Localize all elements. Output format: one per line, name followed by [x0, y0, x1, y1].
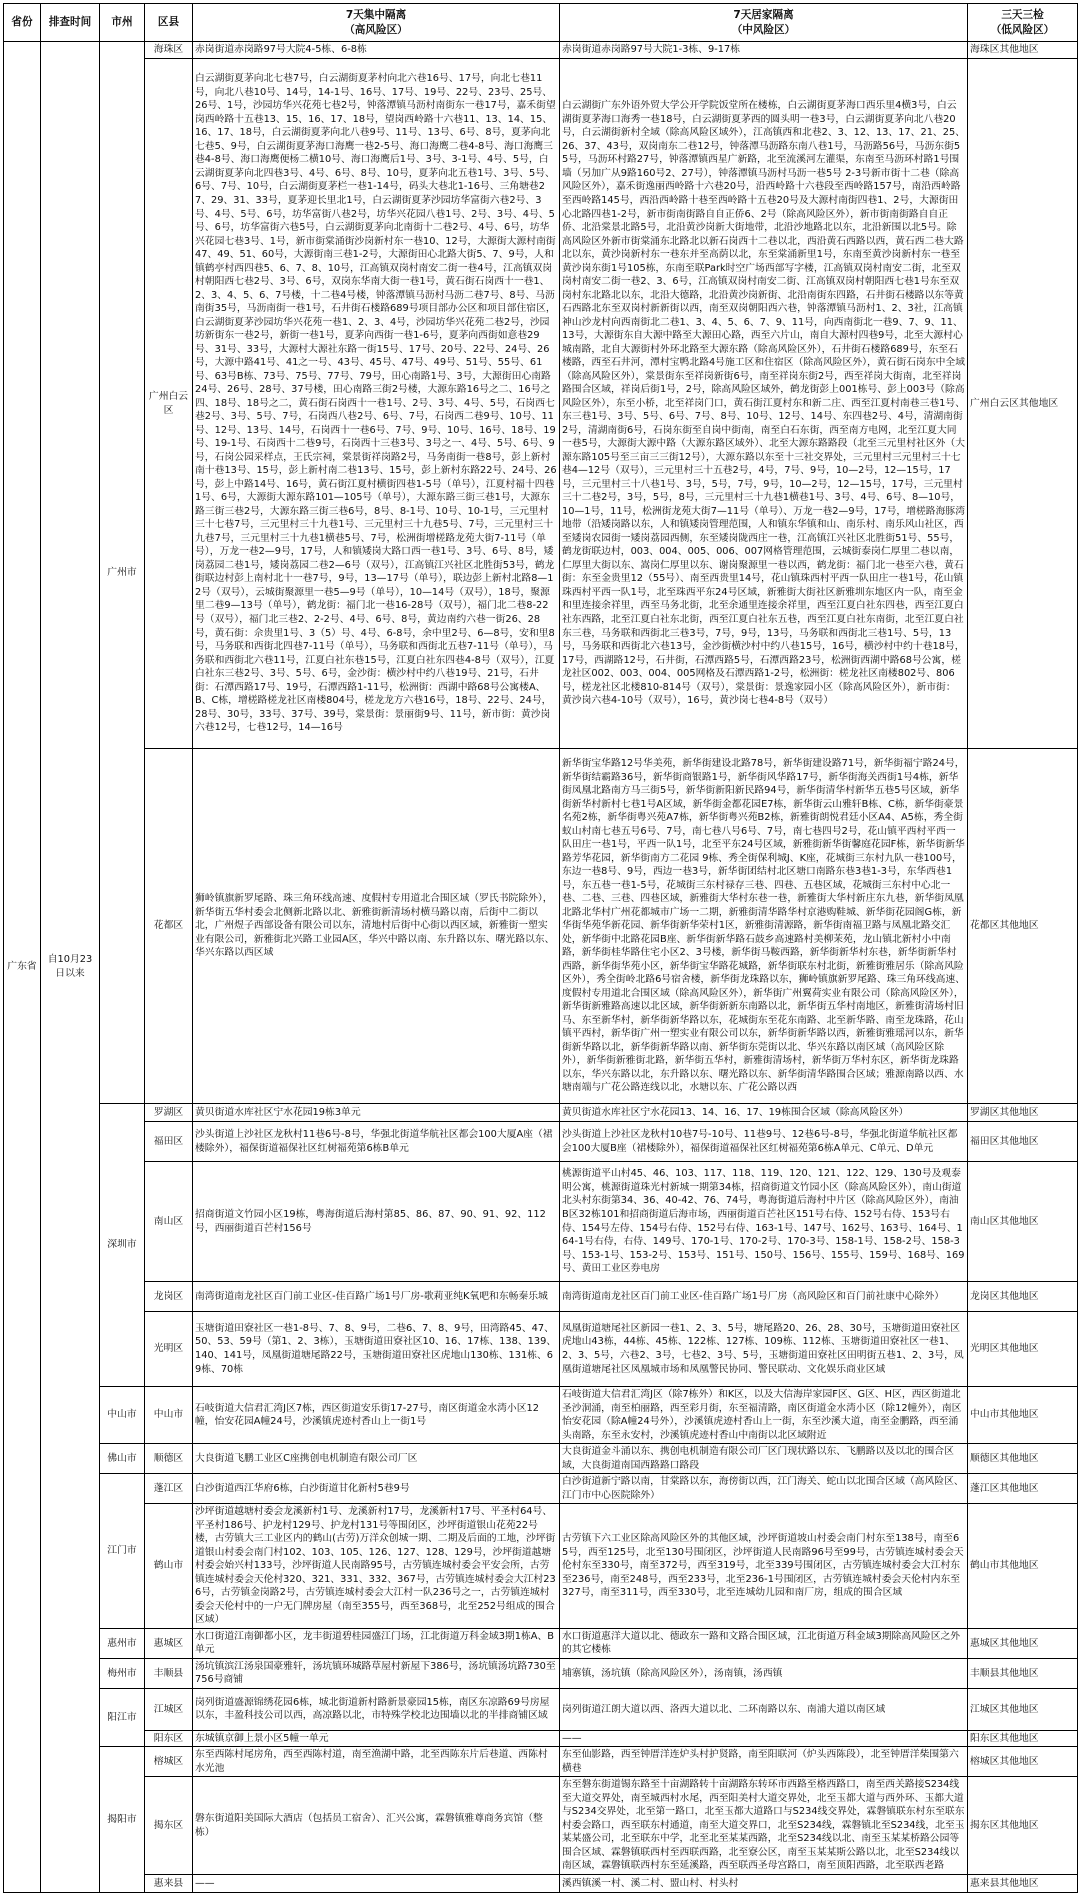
- mid-risk-cell: ——: [560, 1730, 968, 1747]
- high-risk-cell: 东城镇京御上景小区5幢一单元: [193, 1730, 560, 1747]
- high-risk-cell: 沙坪街道越塘村委会龙溪新村1号、龙溪新村17号，龙溪新村17号、平圣村64号、平圣村186号、护龙村129号、护龙村131号等围闭区，沙坪街道银山花苑22号楼，古劳镇大三工业区内的鹤山(古劳)万洋众创城一期、二期及后面的工地，沙坪街道银山村委会南门村102、103、105、126、127、128、129号，沙坪街道越塘村委会始兴村133号，沙坪街道人民南路95号，古劳镇连城村委会平安会所，古劳镇连城村委会天伦村320、321、331、332、367号，古劳镇连城村委会大江村236号，古劳镇金岗路2号，古劳镇连城村委会大江村一队236号之一，古劳镇连城村委会天伦村中的一户无门牌房屋（南至355号，西至368号，北至252号组成的围合区域）: [193, 1504, 560, 1629]
- low-risk-cell: 海珠区其他地区: [968, 42, 1078, 59]
- district-cell: 揭东区: [145, 1777, 193, 1875]
- header-city: 市州: [100, 4, 145, 42]
- header-high-risk: 7天集中隔离 （高风险区）: [193, 4, 560, 42]
- high-risk-cell: 招商街道文竹园小区19栋，粤海街道后海村第85、86、87、90、91、92、112号，西丽街道百芒村156号: [193, 1162, 560, 1282]
- mid-risk-cell: 石岐街道大信君汇湾J区（除7栋外）和K区，以及大信海岸家园F区、G区、H区，西区街道北圣沙洞涌，南至柏丽路，西至彩月街，东至福清路，南区街道金水湾小区（除12幢外），南区怡安花园（除A幢24号外），沙溪镇虎迹村香山上一街，东至沙溪大道，南至金鹏路，西至涌头南路，东至永安村，沙溪镇虎迹村香山中南街以北区域附近: [560, 1387, 968, 1444]
- low-risk-cell: 鹤山市其他地区: [968, 1504, 1078, 1629]
- low-risk-cell: 中山市其他地区: [968, 1387, 1078, 1444]
- low-risk-cell: 顺德区其他地区: [968, 1444, 1078, 1474]
- mid-risk-cell: 沙头街道上沙社区龙秋村10巷7号-10号、11巷9号、12巷6号-8号，华强北街道华航社区都会100大厦B座（裙楼除外），福保街道福保社区红树福苑第6栋A单元、C单元、D单元: [560, 1122, 968, 1162]
- district-cell: 海珠区: [145, 42, 193, 59]
- low-risk-cell: 惠城区其他地区: [968, 1628, 1078, 1658]
- table-row: [4, 1444, 1078, 1474]
- mid-risk-cell: 溪西镇溪一村、溪二村、盟山村、村头村: [560, 1874, 968, 1892]
- city-huizhou: 惠州市: [100, 1628, 145, 1658]
- mid-risk-cell: 东至磐东街道锡东路至十亩湖路转十亩湖路东转环市西路至格西路口，南至西关路接S234线至大道交界处，南至城西村水尾，西至阳美村大道交界处，北至玉都大道与西外环、玉都大道与S234交界处，北至第一路口，北至玉都大道路口与S234线交界处，霖磐镇联东村东至联东村委会路口，西至联东村通道，南至大道交界口，北至S234线，霖磐镇北至S234线，北至玉某某盛公司，北至联东中学，北至北至某某西路，北至S234线以北、南至玉某某桥路公园等围合区域、霖磐镇联西村至西联西路，北至寮公区，南至玉某某斯公路以北，北至S234线以南区域，霖磐镇联西村东至延溪路，西至联西圣母宫路口，南至顶阳西路，北至联西老路: [560, 1777, 968, 1875]
- district-cell: 顺德区: [145, 1444, 193, 1474]
- district-cell: 鹤山市: [145, 1504, 193, 1629]
- mid-risk-cell: 岗列街道江朗大道以西、洛西大道以北、二环南路以东、南浦大道以南区域: [560, 1688, 968, 1730]
- table-row: [4, 59, 1078, 749]
- mid-risk-cell: 南湾街道南龙社区百门前工业区-佳百路广场1号厂房（高风险区和百门前社康中心除外）: [560, 1282, 968, 1312]
- city-foshan: 佛山市: [100, 1444, 145, 1474]
- header-low-risk: 三天三检 （低风险区）: [968, 4, 1078, 42]
- table-row: [4, 1874, 1078, 1892]
- table-row: [4, 1282, 1078, 1312]
- district-cell: 榕城区: [145, 1747, 193, 1777]
- high-risk-cell: 东至西陈村尾房角，西至西陈村道，南至渔湖中路，北至西陈东片后巷道、西陈村水光池: [193, 1747, 560, 1777]
- mid-risk-cell: 埔寨镇，汤坑镇（除高风险区外），汤南镇，汤西镇: [560, 1658, 968, 1688]
- period-cell: 自10月23日以来: [41, 42, 100, 1893]
- mid-risk-cell: 水口街道惠洋大道以北、德政东一路和文路合围区域，江北街道万科金域3期除高风险区之外的其它楼栋: [560, 1628, 968, 1658]
- district-cell: 光明区: [145, 1312, 193, 1387]
- header-province: 省份: [4, 4, 41, 42]
- city-jiangmen: 江门市: [100, 1474, 145, 1629]
- table-row: [4, 1162, 1078, 1282]
- high-risk-cell: 磐东街道阳美国际大酒店（包括员工宿舍）、汇兴公寓，霖磐镇雅尊商务宾馆（整栋）: [193, 1777, 560, 1875]
- low-risk-cell: 罗湖区其他地区: [968, 1104, 1078, 1122]
- mid-risk-cell: 赤岗街道赤岗路97号大院1-3栋、9-17栋: [560, 42, 968, 59]
- high-risk-cell: 赤岗街道赤岗路97号大院4-5栋、6-8栋: [193, 42, 560, 59]
- table-row: [4, 1730, 1078, 1747]
- city-zhongshan: 中山市: [100, 1387, 145, 1444]
- low-risk-cell: 惠来县其他地区: [968, 1874, 1078, 1892]
- city-yangjiang: 阳江市: [100, 1688, 145, 1747]
- province-cell: 广东省: [4, 42, 41, 1893]
- city-meizhou: 梅州市: [100, 1658, 145, 1688]
- high-risk-cell: 石岐街道大信君汇湾J区7栋，西区街道安乐街17-27号，南区街道金水湾小区12幢，怡安花园A幢24号，沙溪镇虎迹村香山上一街1号: [193, 1387, 560, 1444]
- header-district: 区县: [145, 4, 193, 42]
- mid-risk-cell: 桃源街道平山村45、46、103、117、118、119、120、121、122、129、130号及观泰明公寓，桃源街道珠光村新城一期第34栋，招商街道文竹园小区（除高风险区外），南山街道北头村东街第34、36、40-42、76、74号，粤海街道后海村中片区（除高风险区外），南油B区32栋101和招商街道后海市场，西丽街道百芒社区151号右侍、152号右侍、153号右侍、154号左侍、154号右侍、152号右侍、163-1号、147号、162号、163号、164号、164-1号右侍，右侍、149号、170-1号、170-2号、170-3号、158-1号、158-2号、158-3号、153-1号、153-2号、153号、151号、150号、156号、155号、159号、168号、169号、黄田工业区券电房: [560, 1162, 968, 1282]
- district-cell: 阳东区: [145, 1730, 193, 1747]
- district-cell: 广州白云区: [145, 59, 193, 749]
- table-row: [4, 1628, 1078, 1658]
- table-row: [4, 1504, 1078, 1629]
- district-cell: 罗湖区: [145, 1104, 193, 1122]
- high-risk-cell: 南湾街道南龙社区百门前工业区-佳百路广场1号厂房-歌莉亚纯K氧吧和东畅秦乐城: [193, 1282, 560, 1312]
- high-risk-cell: 黄贝街道水库社区宁水花园19栋3单元: [193, 1104, 560, 1122]
- table-row: [4, 749, 1078, 1104]
- low-risk-cell: 江城区其他地区: [968, 1688, 1078, 1730]
- low-risk-cell: 光明区其他地区: [968, 1312, 1078, 1387]
- table-row: [4, 1312, 1078, 1387]
- high-risk-cell: 水口街道江南御都小区，龙丰街道碧桂园盛江门场，江北街道万科金域3期1栋A、B单元: [193, 1628, 560, 1658]
- low-risk-cell: 龙岗区其他地区: [968, 1282, 1078, 1312]
- city-guangzhou: 广州市: [100, 42, 145, 1104]
- table-row: [4, 1658, 1078, 1688]
- low-risk-cell: 福田区其他地区: [968, 1122, 1078, 1162]
- district-cell: 江城区: [145, 1688, 193, 1730]
- table-row: [4, 1474, 1078, 1504]
- district-cell: 蓬江区: [145, 1474, 193, 1504]
- mid-risk-cell: 东至仙影路，西至钟厝洋连炉头村护贤路，南至阳联河（炉头西陈段），北至钟厝洋柴围第六横巷: [560, 1747, 968, 1777]
- low-risk-cell: 榕城区其他地区: [968, 1747, 1078, 1777]
- high-risk-cell: 玉塘街道田寮社区一巷1-8号、7、8、9号，二巷6、7、8、9号，田湾路45、47、50、53、59号（第1、2、3栋），玉塘街道田寮社区10、16、17栋、138、139、140、141号，凤凰街道塘尾路22号，玉塘街道田寮社区虎地山130栋、131栋、69栋、70栋: [193, 1312, 560, 1387]
- district-cell: 花都区: [145, 749, 193, 1104]
- district-cell: 惠来县: [145, 1874, 193, 1892]
- high-risk-cell: 白云湖街夏茅向北七巷7号，白云湖街夏茅村向北六巷16号、17号，向北七巷11号，向北八巷10号、14号，14-1号、16号、17号、19号、22号、23号、25号、26号、1号，沙园坊华兴花苑七巷2号，钟落潭镇马沥村南街东一巷17号，嘉禾街望岗西岭路十五巷13、15、16、17、18号，望岗西岭路十六巷11、13、14、15、16、17、18号，白云湖街夏茅向北八巷9号、11号、13号、6号、8号，夏茅向北七巷5、9号，白云湖街夏茅海口海鹰一巷2-5号、海口海鹰二巷4-8号、海口海鹰三巷4-8号、海口海鹰便杨二横10号、海口海鹰后1号、3号、3-1号、4号、5号，白云湖街夏茅向北四巷3号、4号、6号、8号、10号，夏茅向北五巷1号、3号、5号、6号、7号、10号，白云湖街夏茅栏一巷1-14号，码头大巷北1-16号、三角塘巷27、29、31、33号，夏茅迎长里北1号，白云湖街夏茅沙园坊华富街六巷2号、3号、4号、5号、6号，坊华富街八巷2号，坊华兴花园八巷1号、2号、3号、4号、5号、6号，坊华富街六巷5号，白云湖街夏茅向北南街十二巷2号、4号、6号，坊华兴花园七巷3号、1号，新市街棠涌街沙岗新村东一巷10、12号，大源街大源村南街47、49、51、60号，大源街南三巷1-2号，大源街田心北路大街5、7、9号，人和镇鹤亭村西四巷5、6、7、8、10号，江高镇双岗村南安二街一巷4号，江高镇双岗村朝阳西七巷2号、3号、6号，双岗东华南大街一巷1号，黄石街石岗西十一巷1、2、3、4、5、6、7号楼，十二巷4号楼，钟落潭镇马沥村马沥二巷7号、8号、马沥南街35号，马沥南街一巷1号，石井街石楼路689号项目部办公区和项目部住宿区，白云湖街夏茅沙园坊华兴花苑一巷1、2、3、4号，沙园坊华兴花苑二巷2号，沙园坊新街东一巷2号，新街一巷1号，夏茅向西街一巷1-6号，夏茅向西街如意巷29号、31号、33号，大源村大源社东路一街15号、17号、20号、22号、24号、26号，大源中路41号、41之一号、43号、45号、47号、49号、51号、55号、61号、63号B栋、73号、75号、77号、79号，田心南路1号、3号，大源街田心南路24号、26号、28号、37号楼，田心南路三街2号楼，大源东路16号之二、16号之四、18号、18号之二，黄石街石岗西十一巷1号、2号、3号、4号、5号，石岗西七巷2号、3号、5号、7号，石岗西八巷2号、6号、7号，石岗西二巷9号、10号、11号、12号、13号、14号，石岗西十一巷6号、7号、9号、10号、16号、18号、19号、19-1号、石岗西十二巷9号，石岗西十三巷3号、3号之一、4号、5号、6号、9号，石岗公园采样点，王氏宗祠，棠景街祥岗路2号，马务南街一巷8号，彭上新村南十巷13号、15号，彭上新村南二巷13号、15号，彭上新村东路22号、24号、26号，彭上中路14号、16号，黄石街江夏村横街四巷1-5号（单号），江夏村福十四巷1号、6号，大源街大源东路101—105号（单号），大源东路三街三巷1号，大源东路三街三巷2号，大源东路三街三巷6号，8号、8-1号、10号、10-1号，三元里村三十七巷7号，三元里村三十九巷1号、三元里村三十九巷5号、7号，三元里村三十九巷7号，三元里村三十九巷1横巷5号、7号，松洲街增槎路龙苑大街7-11号（单号），万龙一巷2—9号，17号，人和镇矮岗大路口西一巷1号、3号、6号、8号，矮岗荔园二巷1号，矮岗荔园二巷2—6号（双号），江高镇江兴社区北胜街53号，鹤龙街联边村彭上南村北十一巷7号，9号，13—17号（单号），联边彭上新村北路8—12号（双号），云城街聚源里一巷5—9号（单号），10—14号（双号），18号，聚源里二巷9—13号（单号），鹤龙街：福门北一巷16-28号（双号），福门北二巷8-22号（双号），福门北三巷2、2-2号、4号、6号、8号，黄边南约六巷一街26、28号，黄石街：佘贵里1号、3（5）号、4号、6-8号，余中里2号、6—8号，安和里8号，马务联和西街北四巷7-11号（单号），马务联和西街北五巷7-11号（单号），马务联和西街北六巷11号，江夏白社东巷15号，江夏白社东四巷4-8号（双号），江夏白社东三巷2号、3号、5号、6号，金沙街：横沙村中约八巷19号、21号，石井街：石潭西路17号、19号，石潭西路1-11号，松洲街：西湖中路68号公寓楼A、B、C栋，增槎路槎龙社区南楼804号，槎龙龙方六巷16号，18号、22号、24号，28号、30号，33号、37号、39号，棠景街：景丽街9号、11号，新市街：黄沙岗六巷12号，七巷12号，14—16号: [193, 59, 560, 749]
- mid-risk-cell: 黄贝街道水库社区宁水花园13、14、16、17、19栋围合区域（除高风险区外）: [560, 1104, 968, 1122]
- high-risk-cell: 大良街道飞鹏工业区C座携创电机制造有限公司厂区: [193, 1444, 560, 1474]
- header-period: 排查时间: [41, 4, 100, 42]
- district-cell: 南山区: [145, 1162, 193, 1282]
- low-risk-cell: 南山区其他地区: [968, 1162, 1078, 1282]
- mid-risk-cell: 新华街宝华路12号华美苑，新华街建设北路78号，新华街建设路71号，新华街福宁路24号，新华街结霸路36号，新华街商银路1号，新华街风华路17号，新华街海关西街1号4栋，新华街凤凰北路南方马三街5号，新华街新阳新民路94号，新华街清华村新华五巷5号区域，新华街新华村新村七巷1号A区域，新华街金都花园E7栋，新华街云山雅轩B栋、C栋，新华街豪景名苑2栋，新华街粤兴苑A7栋，新华街粤兴苑B2栋，新雅街朗悦君廷小区A4、A5栋，秀全街蚁山村南七巷五号6号、7号，南七巷八号6号、7号，南七巷四号2号，花山镇平西村平西一队田庄一巷1号，平西一队1号，北至平东24号区域，新雅街新华街馨庭花园F栋，新华街新华路芳华花园，新华街南方二花园 9栋、秀全街保利城J、K座，花城街三东村九队一巷100号，东边一巷8号、9号，西边一巷3号，新华街团结村北区塘口南路东巷3巷1-3号，东华西巷1号，东五巷一巷1-5号，花城街三东村禄存三巷、四巷、五巷区域，花城街三东村中心北一巷、二巷、三巷、四巷区域，新雅街大华村东巷一巷，新雅街大华村新庄东九巷，新华街凤凰北路北华村广州花都城市广场一二期，新雅街清华路华村京港购鞋城、新华街花园阁G栋，新华街华苑华新花园、新华街新华荣村1区，新雅街清源路，新华街南福卫路与凤凰北路交汇处，新华街中北路花园B座、新华街新华路石鼓乡高速路村美柳茉苑，龙山镇北新村小中南路，新华街桂华路住宅小区2、3号楼，新华街马鞍西路，新华街新华村东巷，新华街新华村西路，新华街华苑小区，新华街宝华路花城路，新华街联东村北街，新雅街雅居乐（除高风险区外），秀全街岭北路6号宿舍楼，新华街龙珠路以东，狮岭镇旗新罗尾路、珠三角环线高速、度假村专用道北合围区域（除高风险区外），新华街广州翼荷实业有限公司（除高风险区外），新华街新雅路高速以北区域，新华街新新东南路以北，新华街五华村南地区，新雅街清场村旧马、东至新华村，新华街新华路以东，花城街东至花东南路、北至新华路、南至龙珠路，花山镇平西村，新华街广州一塑实业有限公司以东，新华街新华路以西，新雅街雅瑶河以东，新华街新华路以北，新华街新华路以南、新华街东莞街以北、华兴东路以南区域（高风险区除外），新华街新雅街北路，新华街五华村，新雅街清场村，新华街万华村东区，新华街龙珠路以东，华兴东路以北，东升路以东、曙光路以东、新华街清华路围合区域；雅源南路以西、水塘南端与广花公路连线以北，水塘以东、广花公路以西: [560, 749, 968, 1104]
- district-cell: 龙岗区: [145, 1282, 193, 1312]
- high-risk-cell: 岗列街道盛源锦绣花园6栋，城北街道新村路新景豪园15栋，南区东凉路69号房屋以东，丰盈科技公司以西，高凉路以北，市特殊学校北边围墙以北的半排商铺区域: [193, 1688, 560, 1730]
- city-jieyang: 揭阳市: [100, 1747, 145, 1893]
- table-row: [4, 1747, 1078, 1777]
- table-row: [4, 42, 1078, 59]
- district-cell: 丰顺县: [145, 1658, 193, 1688]
- district-cell: 福田区: [145, 1122, 193, 1162]
- risk-area-table: [3, 3, 1078, 1893]
- district-cell: 中山市: [145, 1387, 193, 1444]
- mid-risk-cell: 大良街道金斗涌以东、携创电机制造有限公司厂区门现状路以东、飞鹏路以及以北的围合区域，大良街道南国西路路口路段: [560, 1444, 968, 1474]
- table-row: [4, 1104, 1078, 1122]
- mid-risk-cell: 白沙街道新宁路以南，甘棠路以东，海傍街以西，江门海关、蛇山以北围合区域（高风险区、江门市中心医院除外）: [560, 1474, 968, 1504]
- high-risk-cell: ——: [193, 1874, 560, 1892]
- mid-risk-cell: 凤凰街道塘尾社区新园一巷1、2、3、5号，塘尾路20、26、28、30号，玉塘街道田寮社区虎地山43栋，44栋、45栋、122栋、127栋、109栋、112栋、玉塘街道田寮社区一巷1、2、3、5号，六巷2、3号，七巷2、3号、5号，玉塘街道田寮社区田明街五巷1、2、3号，凤凰街道塘尾社区凤凰城市场和凤凰警民协同、警民联动、文化娱乐商业区域: [560, 1312, 968, 1387]
- low-risk-cell: 花都区其他地区: [968, 749, 1078, 1104]
- low-risk-cell: 蓬江区其他地区: [968, 1474, 1078, 1504]
- table-row: [4, 1777, 1078, 1875]
- low-risk-cell: 丰顺县其他地区: [968, 1658, 1078, 1688]
- city-shenzhen: 深圳市: [100, 1104, 145, 1387]
- low-risk-cell: 揭东区其他地区: [968, 1777, 1078, 1875]
- table-row: [4, 1688, 1078, 1730]
- high-risk-cell: 狮岭镇旗新罗尾路、珠三角环线高速、度假村专用道北合围区域（罗氏书院除外），新华街五华村委会北侧新北路以北、新雅街新清场村横马路以南，后街中二街以北，广州煜子西部设备有限公司以东，清地村后街中心街以西区域，新雅街一塑实业有限公司，新雅街北兴路工业园A区，华兴中路以南、东升路以东、曙光路以东、华兴东路以西区域: [193, 749, 560, 1104]
- mid-risk-cell: 白云湖街广东外语外贸大学公开学院饭堂所在楼栋，白云湖街夏茅海口西乐里4横3号，白云湖街夏茅海口海秀一巷18号，白云湖街夏茅西的圆头明一巷3号，白云湖街夏茅向北八巷20号，白云湖街新村全域（除高风险区域外），江高镇西和北巷2、3、12、13、17、21、25、26、37、43号，双岗南东二巷12号，钟落潭马沥路东南八巷1号，马沥路56号，马沥东街55号，马沥环村路27号，钟落潭镇西星广新路，北至流溪河左灌渠，东南至马沥环村路1号围墙（另加广从9路160号2、27号），钟落潭镇马沥村马沥一巷5号 2-3号新市街十二巷（除高风险区外），嘉禾街逸丽西岭路十六巷20号，沿西岭路十六巷段至西岭路157号，南沿西岭路至西岭路145号，西沿西岭路十巷至西岭路十五巷20号及大源村南街四巷1、2号，大源街田心北路四巷1-2号，新市街南街路自自正侨6、2号（除高风险区外），新市街南街路自自正侨、北沿棠景北路5号，北沿黄沙岗新大街地带，北沿沙地路北以东，北沿新围以北5号。除高风险区外新市街棠涌东北路北以新石岗西十二巷以北，西沿黄石西路以西，黄石西二巷大路北以东，黄沙岗新村东一巷东并至高荫以北，东至棠涌新里1号，东南至黄沙岗新村东一巷至黄沙岗东街1号105栋，东南至联Park时空广场西部写字楼，江高镇双岗村南安二街，北至双岗村南安二街一巷2、3、6号，江高镇双岗村南安二街、江高镇双岗村朝阳西七巷1号东至双岗村东北路北以东，北沿大德路，北沿黄沙岗新街、北沿南街东四路，石井街石楼路以东等黄石西路北东至双岗村新新街以西，南至双岗朝阳西六巷，钟落潭镇马沥村1、2、3社，江高镇神山沙龙村向西南街北二巷1、3、4、5、6、7、9、11号，向西南街北一巷9、7、9、11、13号，大源街东自大源中路至大源田心路，西至六片山，南自大源村四巷9号，北至大源村心城南路，北自大源街村外环北路至大源东路（除高风险区外），石井街石楼路689号，东至石楼路，西至石井河，潭村宝鸭北路4号施工区和住宿区（除高风险区外），黄石街石岗东中全域（除高风险区外），棠景街东至祥岗新街6号，南至祥岗东街2号，西至祥岗大街南，北至祥岗路围合区域，祥岗后街1号，2号，除高风险区域外，鹤龙街彭上001栋号、彭上003号（除高风险区外），东至小桥，北至祥岗门口，黄石街江夏村东和新二庄、西至江夏村南巷三巷1号、东三巷1号、3号、5号、6号、7号、8号、10号、12号、14号、东四巷2号、4号，清湖南街2号，清湖南街6号，石岗东街至自岗中街南，南至白石东街，西至南方电网，北至江夏大同一巷5号，大源街大源中路（大源东路区域外）、北至大源东路路段（北至三元里村社区外（大源东路105号至三亩三三街12号），大源东路以东至十三社交界处，三元里村三元里村三十七巷4—12号（双号），三元里村三十五巷2号，4号，7号、9号，10—2号，12—15号，17号，三元里村三十八巷1号、3号，5号，7号，9号，10—2号，12—15号，17号，三元里村三十二巷2号，3号，5号，8号，三元里村三十九巷1横巷1号、3号、4号、6号、8—10号，10—1号，11号，松洲街龙苑大街7—11号（单号）、万龙一巷2—9号，17号，增槎路海豚湾地带（沿矮岗路以东，人和镇矮岗管理范围，人和镇东华镇和山、南乐村、南乐风山社区，西至矮岗农园街一矮岗荔园西侧，东至矮岗陇西庄一巷，江高镇江兴社区北胜街51号、55号，鹤龙街联边村，003、004、005、006、007网格管理范围，云城街泰岗仁厚里二巷以南，仁厚里大街以东、嵩岗仁厚里以东、谢岗聚源里一巷以西，鹤龙街：福门北一巷至六巷，黄石街：东至金贵里12（55号）、南至西贵里14号，花山镇珠西村平西一队田庄一巷1号，花山镇珠西村平西一队1号，北至珠西平东24号区域，新雅街大街社区新雅圳东地区内一队，南至金和里连接余祥里，西至马务北街，北至余通里连接余祥里，西至江夏白社东四巷，西至江夏白社东西路，北至江夏白社东北街，西至江夏白社东五巷，西至江夏白社东南街，北至江夏白社东三巷，马务联和西街北三巷3号，7号，9号，13号，马务联和西街北三巷1号、5号，13号，马务联和西街北六巷13号，金沙街横沙村中约八巷15号，16号，横沙村中约十巷18号，17号，西湖路12号，石井街，石潭西路5号，石潭西路23号，松洲街西湖中路68号公寓，槎龙社区002、003、004、005网格及石潭西路1-2号，松洲街：槎龙社区南楼802号、806号，槎龙社区北楼810-814号（双号），棠景街：景逸家园小区（除高风险区外），新市街：黄沙岗六巷4-10号（双号），16号，黄沙岗七巷4-8号（双号）: [560, 59, 968, 749]
- high-risk-cell: 汤坑镇滨江汤泉国豪雅轩，汤坑镇环城路草屋村新屋下386号，汤坑镇汤坑路730至756号商铺: [193, 1658, 560, 1688]
- table-row: [4, 1122, 1078, 1162]
- table-row: [4, 1387, 1078, 1444]
- high-risk-cell: 白沙街道西江华府6栋，白沙街道甘化新村5巷9号: [193, 1474, 560, 1504]
- high-risk-cell: 沙头街道上沙社区龙秋村11巷6号-8号，华强北街道华航社区都会100大厦A座（裙楼除外），福保街道福保社区红树福苑第6栋B单元: [193, 1122, 560, 1162]
- low-risk-cell: 广州白云区其他地区: [968, 59, 1078, 749]
- mid-risk-cell: 古劳镇下六工业区除高风险区外的其他区域，沙坪街道坡山村委会南门村东至138号，南至65号，西至125号，北至130号围闭区，沙坪街道人民南路96号至99号，古劳镇连城村委会天伦村东至330号，南至372号，西至319号，北至339号围闭区，古劳镇连城村委会大江村东至236号，南至248号，西至233号，北至236-1号围闭区，古劳镇连城村委会天伦村内东至327号，南至311号，西至330号，北至连城幼儿园和南厂房，组成的围合区域: [560, 1504, 968, 1629]
- low-risk-cell: 阳东区其他地区: [968, 1730, 1078, 1747]
- header-mid-risk: 7天居家隔离 （中风险区）: [560, 4, 968, 42]
- district-cell: 惠城区: [145, 1628, 193, 1658]
